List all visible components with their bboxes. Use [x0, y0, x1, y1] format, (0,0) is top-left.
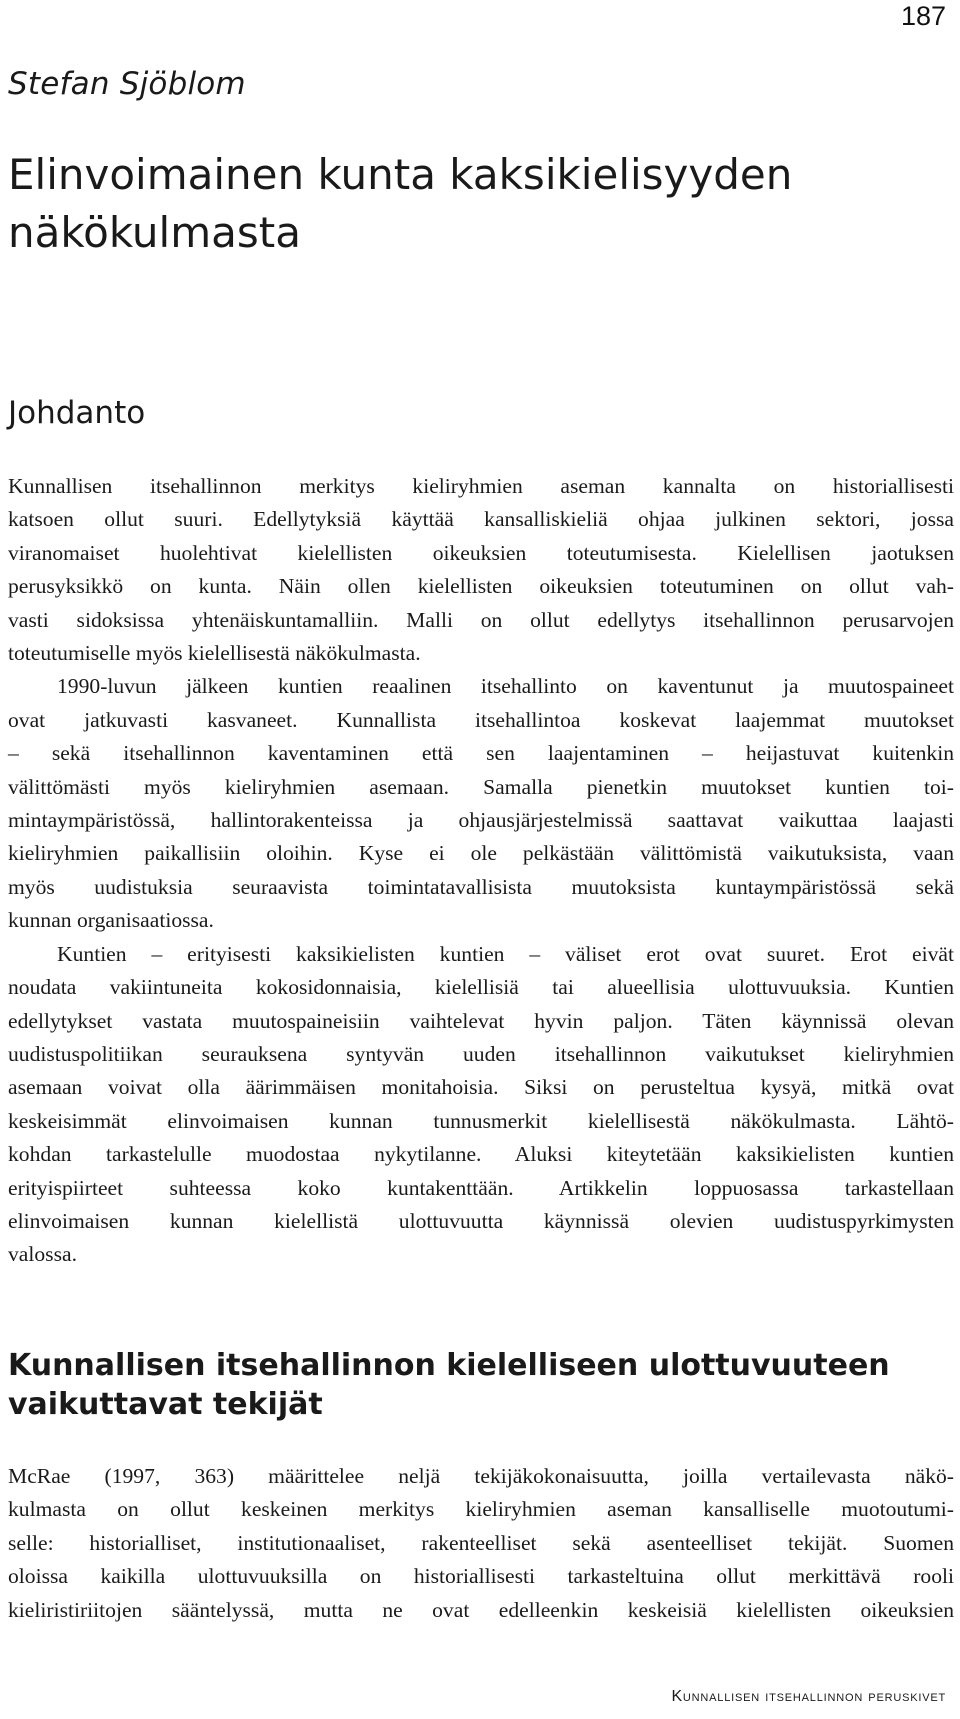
text-line: valossa.	[8, 1242, 77, 1267]
linguistic-factors-body	[8, 1460, 954, 1627]
text-line: vasti sidoksissa yhtenäiskuntamalliin. Malli on ollut edellytys itsehallinnon perusarvojen	[8, 607, 954, 632]
text-line: ovat jatkuvasti kasvaneet. Kunnallista itsehallintoa koskevat laajemmat muutokset	[8, 707, 954, 732]
text-line: mintaympäristössä, hallintorakenteissa ja ohjausjärjestelmissä saattavat vaikuttaa laajasti	[8, 808, 954, 833]
article-title: Elinvoimainen kunta kaksikielisyyden näkökulmasta	[8, 150, 793, 257]
section-heading-linguistic-factors: Kunnallisen itsehallinnon kielelliseen ulottuvuuteen vaikuttavat tekijät	[8, 1348, 890, 1422]
text-line: viranomaiset huolehtivat kielellisten oikeuksien toteutumisesta. Kielellisen jaotuksen	[8, 540, 954, 565]
text-line: selle: historialliset, institutionaaliset, rakenteelliset sekä asenteelliset tekijät. Suomen	[8, 1530, 954, 1555]
text-line: kohdan tarkastelulle muodostaa nykytilanne. Aluksi kiteytetään kaksikielisten kuntien	[8, 1142, 954, 1167]
text-line: toteutumiselle myös kielellisestä näkökulmasta.	[8, 641, 421, 666]
text-line: kunnan organisaatiossa.	[8, 908, 214, 933]
text-line: myös uudistuksia seuraavista toimintatavallisista muutoksista kuntaympäristössä sekä	[8, 874, 954, 899]
text-line: Kuntien – erityisesti kaksikielisten kuntien – väliset erot ovat suuret. Erot eivät	[57, 941, 954, 966]
article-author: Stefan Sjöblom	[8, 66, 246, 102]
text-line: asemaan voivat olla äärimmäisen monitahoisia. Siksi on perusteltua kysyä, mitkä ovat	[8, 1075, 954, 1100]
text-line: oloissa kaikilla ulottuvuuksilla on historiallisesti tarkasteltuina ollut merkittävä rooli	[8, 1564, 954, 1589]
introduction-body	[8, 470, 954, 1272]
section-heading-introduction: Johdanto	[8, 395, 146, 431]
text-line: noudata vakiintuneita kokosidonnaisia, kielellisiä tai alueellisia ulottuvuuksia. Kuntien	[8, 975, 954, 1000]
text-line: kieliryhmien paikallisiin oloihin. Kyse ei ole pelkästään välittömistä vaikutuksista, vaan	[8, 841, 954, 866]
text-line: keskeisimmät elinvoimaisen kunnan tunnusmerkit kielellisestä näkökulmasta. Lähtö-	[8, 1108, 954, 1133]
text-line: 1990-luvun jälkeen kuntien reaalinen itsehallinto on kaventunut ja muutospaineet	[57, 674, 954, 699]
page-number: 187	[900, 1, 946, 31]
text-line: – sekä itsehallinnon kaventaminen että sen laajentaminen – heijastuvat kuitenkin	[8, 741, 954, 766]
text-line: edellytykset vastata muutospaineisiin vaihtelevat hyvin paljon. Täten käynnissä olevan	[8, 1008, 954, 1033]
text-line: uudistuspolitiikan seurauksena syntyvän uuden itsehallinnon vaikutukset kieliryhmien	[8, 1041, 954, 1066]
running-footer: Kunnallisen itsehallinnon peruskivet	[671, 1688, 946, 1705]
text-line: kieliristiriitojen sääntelyssä, mutta ne ovat edelleenkin keskeisiä kielellisten oikeuksien	[8, 1597, 954, 1622]
text-line: erityispiirteet suhteessa koko kuntakenttään. Artikkelin loppuosassa tarkastellaan	[8, 1175, 954, 1200]
text-line: kulmasta on ollut keskeinen merkitys kieliryhmien aseman kansalliselle muotoutumi-	[8, 1497, 954, 1522]
text-line: elinvoimaisen kunnan kielellistä ulottuvuutta käynnissä olevien uudistuspyrkimysten	[8, 1208, 954, 1233]
text-line: katsoen ollut suuri. Edellytyksiä käyttää kansalliskieliä ohjaa julkinen sektori, jossa	[8, 507, 954, 532]
text-line: McRae (1997, 363) määrittelee neljä tekijäkokonaisuutta, joilla vertailevasta näkö-	[8, 1464, 954, 1488]
text-line: perusyksikkö on kunta. Näin ollen kielellisten oikeuksien toteutuminen on ollut vah-	[8, 574, 954, 599]
text-line: välittömästi myös kieliryhmien asemaan. Samalla pienetkin muutokset kuntien toi-	[8, 774, 954, 799]
text-line: Kunnallisen itsehallinnon merkitys kieliryhmien aseman kannalta on historiallisesti	[8, 474, 954, 498]
